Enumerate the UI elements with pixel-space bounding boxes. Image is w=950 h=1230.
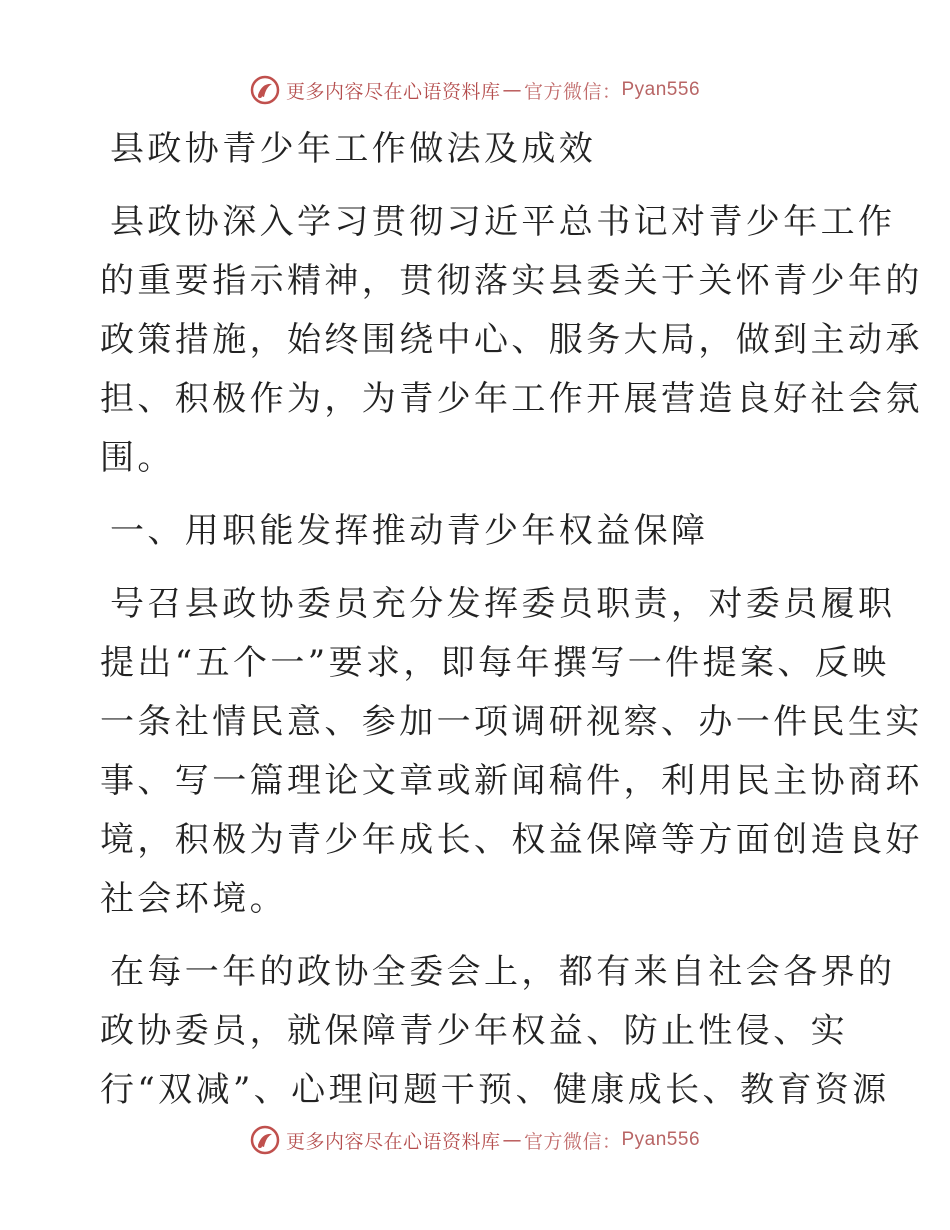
watermark-separator: — [502,79,522,101]
paragraph-five-requirements [100,575,923,929]
logo-icon [250,1125,280,1155]
document-body [100,120,923,1120]
section-heading [100,502,860,561]
watermark-contact-id: Pyan556 [621,79,701,100]
paragraph-line: 政协委员，就保障青少年权益、防止性侵、实 [100,1011,848,1051]
paragraph-line: 政策措施，始终围绕中心、服务大局，做到主动承 [100,320,923,360]
watermark-contact-id: Pyan556 [621,1129,701,1150]
watermark-contact-label: 官方微信： [523,80,622,103]
watermark-text: 更多内容尽在心语资料库 [285,1130,501,1153]
paragraph-line: 县政协深入学习贯彻习近平总书记对青少年工作 [110,202,896,242]
watermark-contact-label: 官方微信： [523,1130,622,1153]
paragraph-line: 社会环境。 [100,879,287,919]
paragraph-line: 在每一年的政协全委会上，都有来自社会各界的 [110,952,896,992]
paragraph-line: 号召县政协委员充分发挥委员职责，对委员履职 [110,584,896,624]
paragraph-line: 的重要指示精神，贯彻落实县委关于关怀青少年的 [100,261,923,301]
paragraph-line: 境，积极为青少年成长、权益保障等方面创造良好 [100,820,923,860]
paragraph-line: 一条社情民意、参加一项调研视察、办一件民生实 [100,702,923,742]
logo-icon [250,75,280,105]
paragraph-intro [100,193,923,488]
paragraph-line: 行“双减”、心理问题干预、健康成长、教育资源 [100,1070,890,1110]
paragraph-line: 围。 [100,438,175,478]
paragraph-line: 提出“五个一”要求，即每年撰写一件提案、反映 [100,643,890,683]
watermark-header [0,70,950,110]
paragraph-line: 担、积极作为，为青少年工作开展营造良好社会氛 [100,379,923,419]
watermark-separator: — [502,1129,522,1151]
document-title: 县政协青少年工作做法及成效 [110,129,597,169]
watermark-text: 更多内容尽在心语资料库 [285,80,501,103]
paragraph-plenary [100,943,896,1120]
paragraph-line: 事、写一篇理论文章或新闻稿件，利用民主协商环 [100,761,923,801]
watermark-footer [0,1120,950,1160]
section-heading-text: 一、用职能发挥推动青少年权益保障 [110,511,709,551]
